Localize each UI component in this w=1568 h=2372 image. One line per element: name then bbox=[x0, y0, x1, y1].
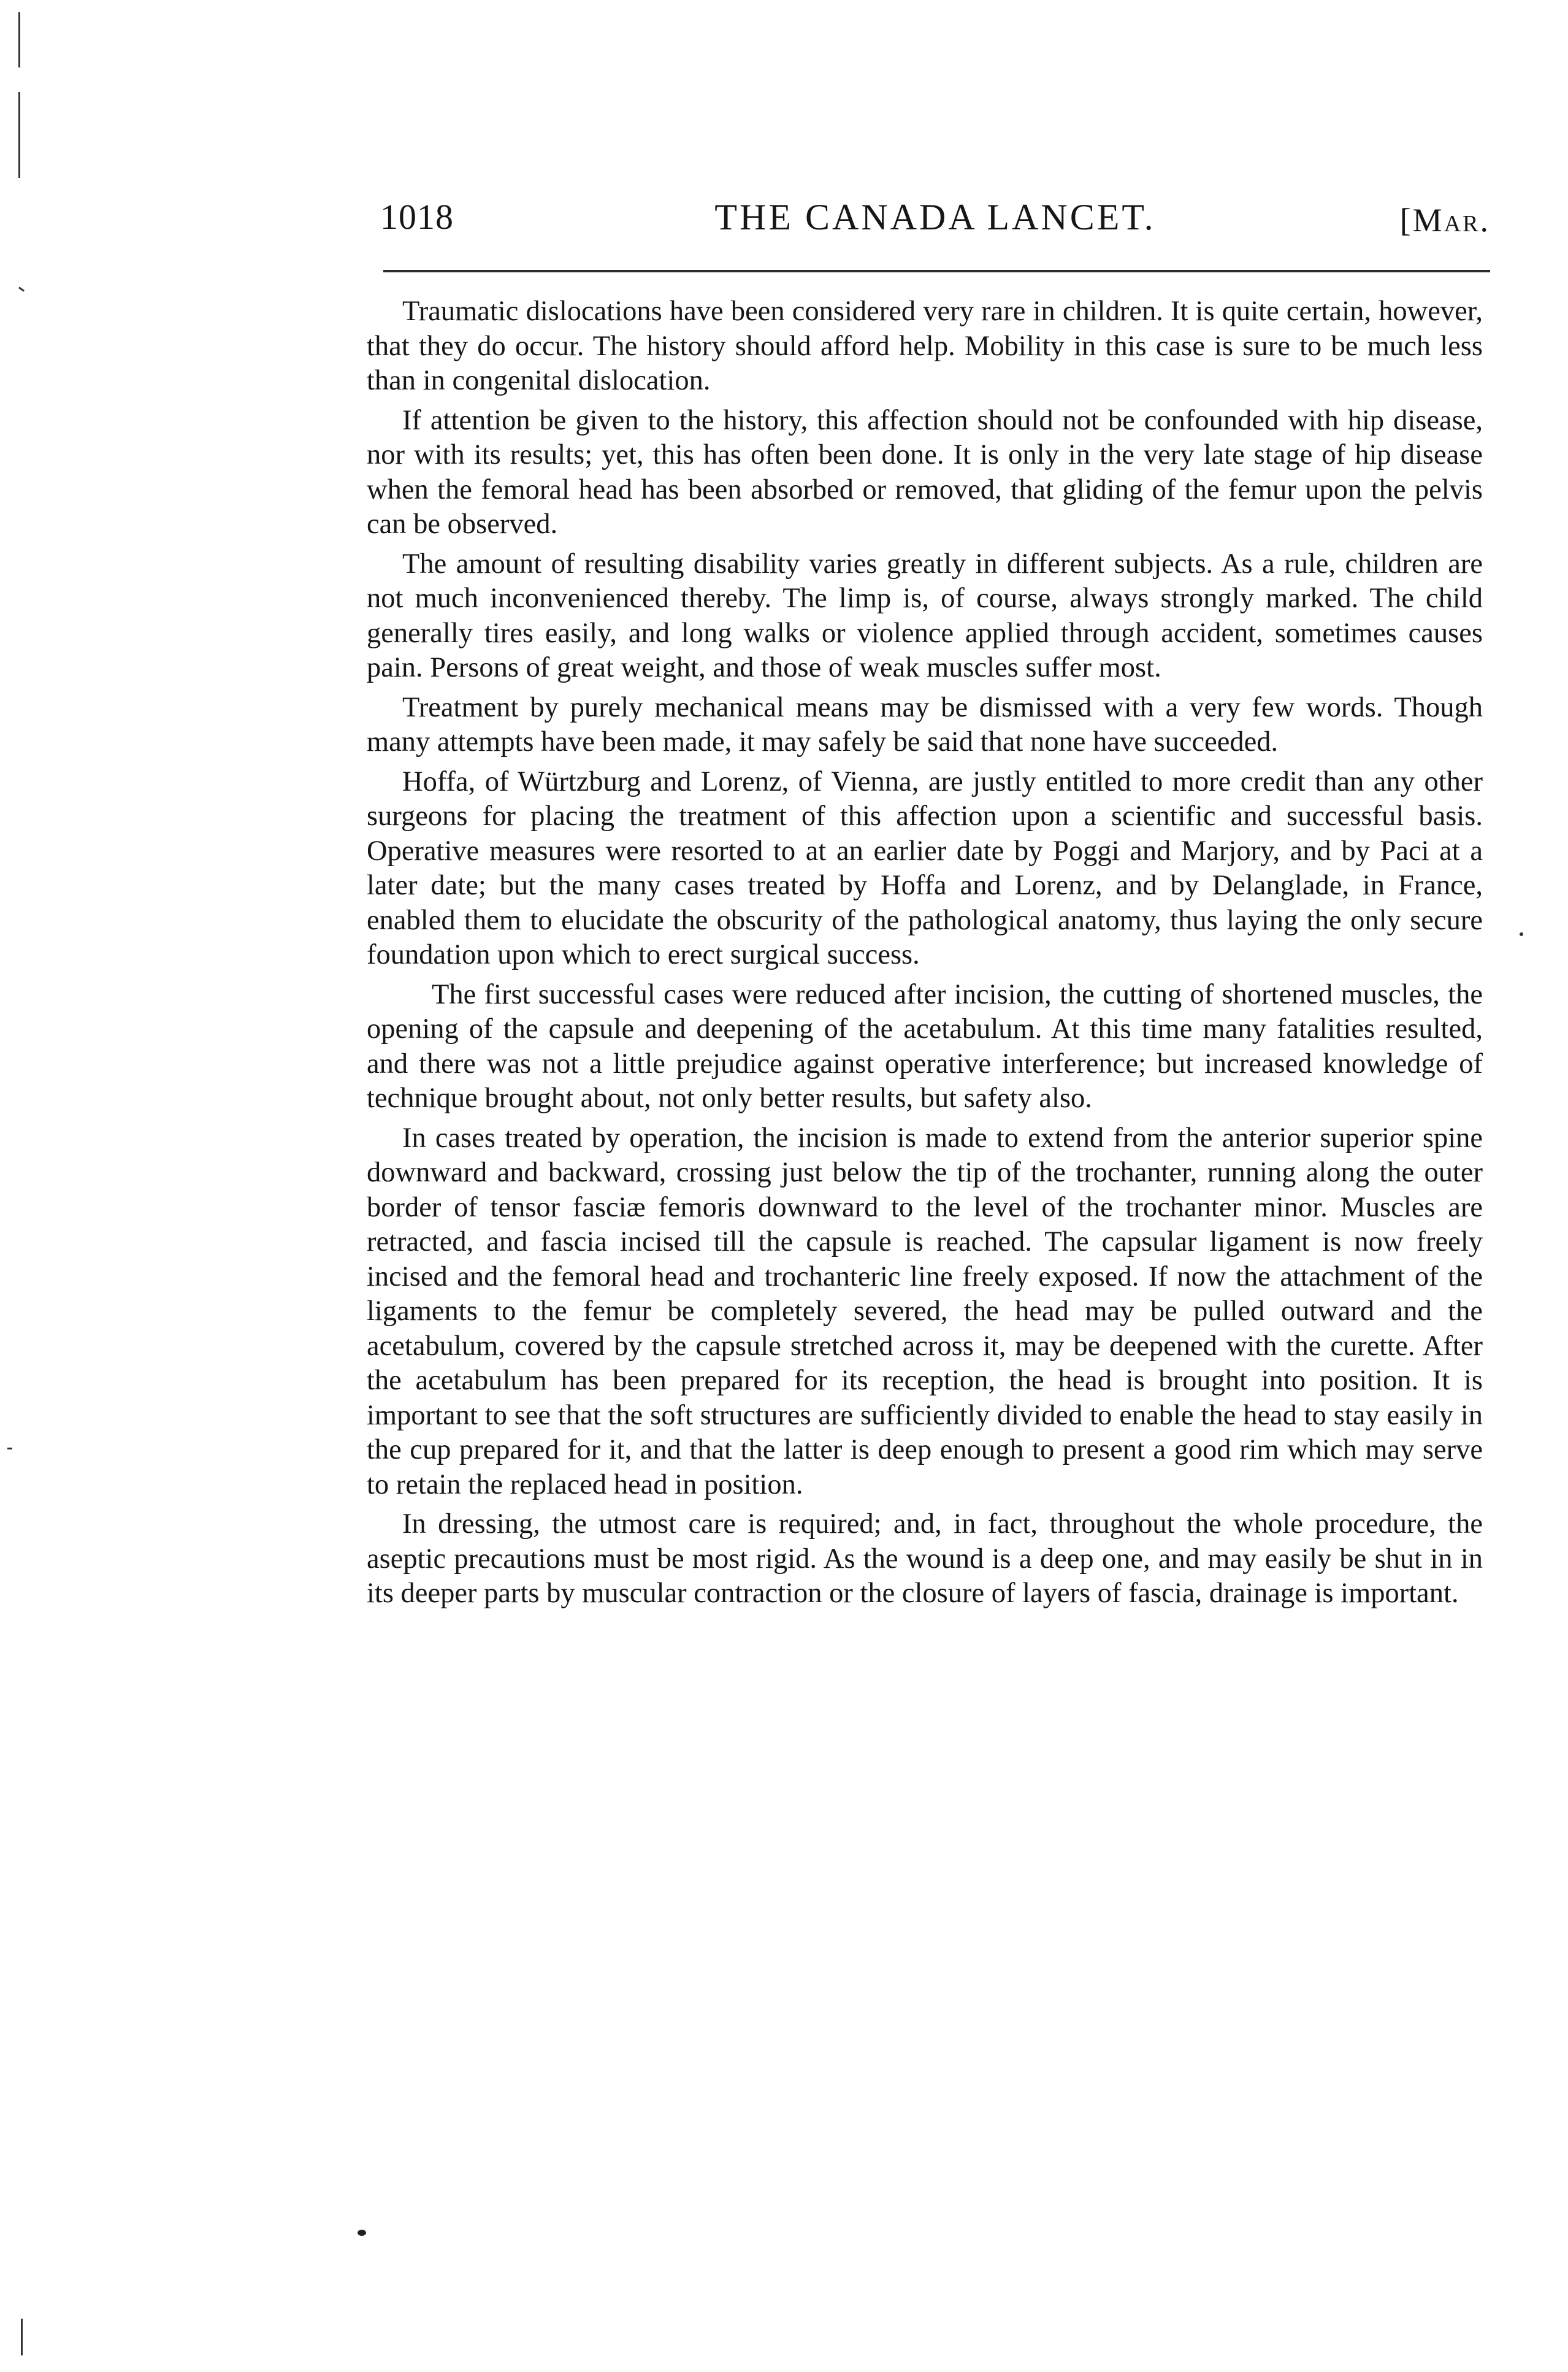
scan-speck bbox=[358, 2230, 366, 2236]
paragraph-mechanical-treatment: Treatment by purely mechanical means may be dismissed with a very few words. Though many attempts have been made, it may safely be said that none have succeeded. bbox=[367, 691, 1483, 758]
article-body bbox=[367, 294, 1483, 1616]
scan-edge-mark bbox=[18, 92, 20, 178]
running-head bbox=[380, 196, 1490, 245]
paragraph-dressing: In dressing, the utmost care is required; and, in fact, throughout the whole procedure, the aseptic precautions must be most rigid. As the wound is a deep one, and may easily be shut in in its deeper parts by muscular contraction or the closure of layers of fascia, drainage is important. bbox=[367, 1508, 1483, 1609]
scan-speck bbox=[7, 1448, 12, 1449]
scan-speck bbox=[1520, 932, 1523, 936]
page-number: 1018 bbox=[380, 197, 454, 237]
journal-title: THE CANADA LANCET. bbox=[714, 197, 1156, 237]
paragraph-traumatic-dislocations: Traumatic dislocations have been considered very rare in children. It is quite certain, however, that they do occur. The history should afford help. Mobility in this case is sure to be much less than in congenital dislocation. bbox=[367, 296, 1483, 396]
header-rule bbox=[383, 270, 1490, 272]
paragraph-operation: In cases treated by operation, the incision is made to extend from the anterior superior spine downward and backward, crossing just below the tip of the trochanter, running along the outer border of tensor fasciæ femoris downward to the level of the trochanter minor. Muscles are retracted, and fascia incised till the capsule is reached. The capsular ligament is now freely incised and the femoral head and trochanteric line freely exposed. If now the attachment of the ligaments to the femur be completely severed, the head may be pulled outward and the acetabulum, covered by the capsule stretched across it, may be deepened with the curette. After the acetabulum has been prepared for its reception, the head is brought into position. It is important to see that the soft structures are sufficiently divided to enable the head to stay easily in the cup prepared for it, and that the latter is deep enough to present a good rim which may serve to retain the replaced head in position. bbox=[367, 1122, 1483, 1500]
issue-month: [Mar. bbox=[1399, 202, 1490, 239]
paragraph-history: If attention be given to the history, this affection should not be confounded with hip disease, nor with its results; yet, this has often been done. It is only in the very late stage of hip disease when the femoral head has been absorbed or removed, that gliding of the femur upon the pelvis can be observed. bbox=[367, 404, 1483, 540]
paragraph-first-cases: The first successful cases were reduced after incision, the cutting of shortened muscles, the opening of the capsule and deepening of the acetabulum. At this time many fatalities resulted, and there was not a little prejudice against operative interference; but increased knowledge of technique brought about, not only better results, but safety also. bbox=[367, 978, 1483, 1114]
paragraph-hoffa-lorenz: Hoffa, of Würtzburg and Lorenz, of Vienna, are justly entitled to more credit than any other surgeons for placing the treatment of this affection upon a scientific and successful basis. Operative measures were resorted to at an earlier date by Poggi and Marjory, and by Paci at a later date; but the many cases treated by Hoffa and Lorenz, and by Delanglade, in France, enabled them to elucidate the obscurity of the pathological anatomy, thus laying the only secure foundation upon which to erect surgical success. bbox=[367, 766, 1483, 970]
paragraph-disability: The amount of resulting disability varies greatly in different subjects. As a rule, children are not much inconvenienced thereby. The limp is, of course, always strongly marked. The child generally tires easily, and long walks or violence applied through accident, sometimes causes pain. Persons of great weight, and those of weak muscles suffer most. bbox=[367, 548, 1483, 683]
scan-edge-mark bbox=[18, 12, 20, 67]
scan-edge-mark bbox=[21, 2319, 23, 2355]
scan-speck bbox=[18, 286, 25, 291]
